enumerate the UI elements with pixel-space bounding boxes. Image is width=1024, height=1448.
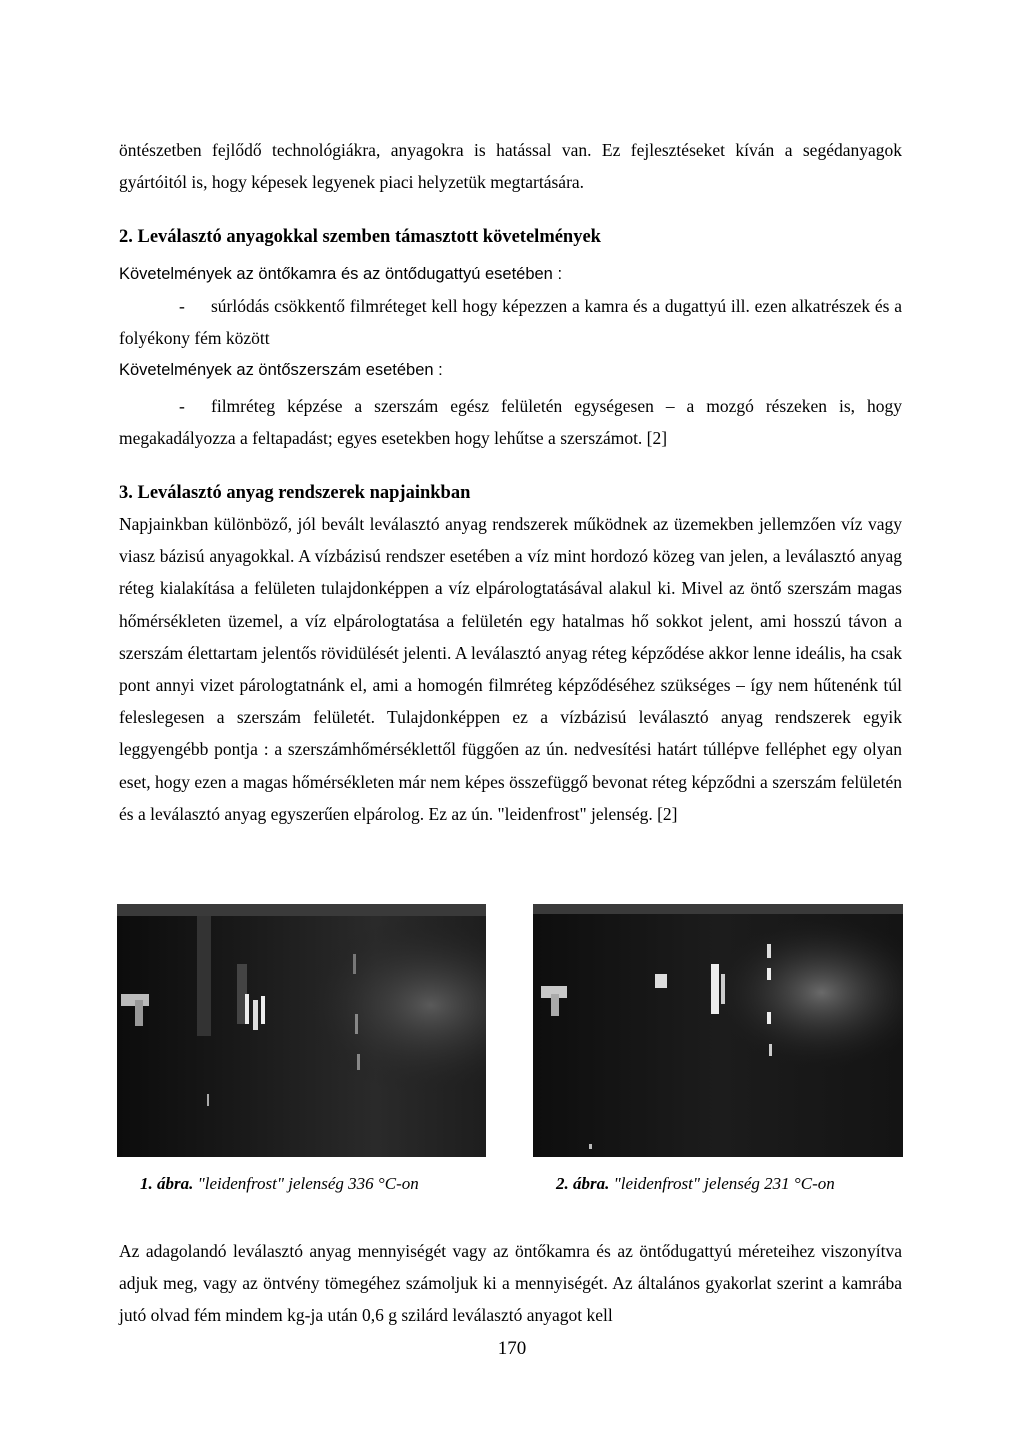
figure-2-caption xyxy=(556,1172,835,1196)
intro-paragraph: öntészetben fejlődő technológiákra, anyagokra is hatással van. Ez fejlesztéseket kíván a segédanyagok gyártóitól is, hogy képesek legyenek piaci helyzetük megtartására. xyxy=(119,140,902,192)
leidenfrost-photo-231 xyxy=(533,904,903,1157)
requirements-die-label: Követelmények az öntőszerszám esetében : xyxy=(119,361,443,379)
closing-paragraph: Az adagolandó leválasztó anyag mennyiségét vagy az öntőkamra és az öntődugattyú méreteihez viszonyítva adjuk meg, vagy az öntvény tömegéhez számoljuk ki a mennyiségét. Az általános gyakorlat szerint a kamrába jutó olvad fém mindem kg-ja után 0,6 g szilárd leválasztó anyagot kell xyxy=(119,1241,902,1325)
section-2-heading: 2. Leválasztó anyagokkal szemben támasztott követelmények xyxy=(119,227,601,247)
figure-2-caption-text: "leidenfrost" jelenség 231 °C-on xyxy=(613,1174,835,1193)
page-number: 170 xyxy=(497,1338,527,1359)
requirements-die-bullet xyxy=(119,390,902,454)
figure-1-number: 1. ábra. xyxy=(140,1174,194,1193)
section-3-heading: 3. Leválasztó anyag rendszerek napjainkban xyxy=(119,483,471,503)
leidenfrost-photo-336 xyxy=(117,904,486,1157)
section-3-body: Napjainkban különböző, jól bevált leválasztó anyag rendszerek működnek az üzemekben jellemzően víz vagy viasz bázisú anyagokkal. A vízbázisú rendszer esetében a víz mint hordozó közeg van jelen, a leválasztó anyag réteg kialakítása a felületen tulajdonképpen a víz elpárologtatásával alakul ki. Mivel az öntő szerszám magas hőmérsékleten üzemel, a víz elpárologtatása a felületén egy hatalmas hő sokkot jelent, ami hosszú távon a szerszám élettartam jelentős rövidülését jelenti. A leválasztó anyag réteg képződése akkor lenne ideális, ha csak pont annyi vizet párologtatnánk el, ami a homogén filmréteg képződéséhez szükséges – így nem hűtenénk túl feleslegesen a szerszám felületét. Tulajdonképpen ez a vízbázisú leválasztó anyag rendszerek egyik leggyengébb pontja : a szerszámhőmérséklettől függően az ún. nedvesítési határt túllépve felléphet egy olyan eset, hogy ezen a magas hőmérsékleten már nem képes összefüggő bevonat réteg képződni a szerszám felületén és a leválasztó anyag egyszerűen elpárolog. Ez az ún. "leidenfrost" jelenség. [2] xyxy=(119,514,902,824)
bullet-dash: - xyxy=(179,296,185,316)
figure-1-caption xyxy=(140,1172,419,1196)
bullet-dash: - xyxy=(179,396,185,416)
figure-1-caption-text: "leidenfrost" jelenség 336 °C-on xyxy=(197,1174,419,1193)
figure-1-photo xyxy=(117,904,486,1157)
requirements-die-bullet-text: filmréteg képzése a szerszám egész felületén egységesen – a mozgó részeken is, hogy megakadályozza a feltapadást; egyes esetekben hogy lehűtse a szerszámot. [2] xyxy=(119,396,902,448)
figure-2-number: 2. ábra. xyxy=(556,1174,610,1193)
requirements-chamber-bullet xyxy=(119,290,902,354)
requirements-chamber-bullet-text: súrlódás csökkentő filmréteget kell hogy képezzen a kamra és a dugattyú ill. ezen alkatrészek és a folyékony fém között xyxy=(119,296,902,348)
figure-2-photo xyxy=(533,904,903,1157)
requirements-chamber-label: Követelmények az öntőkamra és az öntődugattyú esetében : xyxy=(119,265,563,283)
